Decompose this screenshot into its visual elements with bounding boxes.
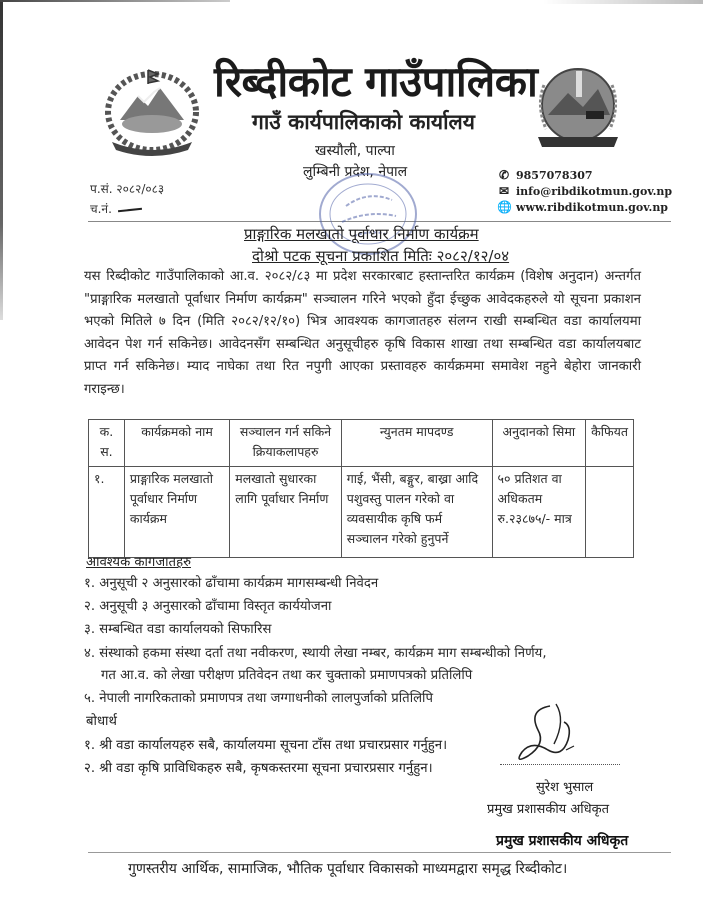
bodharth-item: १. श्री वडा कार्यालयहरु सबै, कार्यालयमा सूचना टाँस तथा प्रचारप्रसार गर्नुहुन।: [84, 738, 448, 753]
office-subtitle: गाउँ कार्यपालिकाको कार्यालय: [252, 110, 475, 134]
requirement-item: १. अनुसूची २ अनुसारको ढाँचामा कार्यक्रम मागसम्बन्धी निवेदन: [84, 576, 379, 591]
table-row: [89, 467, 634, 558]
scan-edge-top-right: [543, 0, 703, 4]
cell-program-name: प्राङ्गारिक मलखातो पूर्वाधार निर्माण कार्यक्रम: [124, 467, 229, 558]
ps-value: २०८२/०८३: [116, 182, 165, 196]
notice-body: यस रिब्दीकोट गाउँपालिकाको आ.व. २०८२/८३ मा प्रदेश सरकारबाट हस्तान्तरित कार्यक्रम (विशेष अनुदान) अन्तर्गत "प्राङ्गारिक मलखातो पूर्वाधार निर्माण कार्यक्रम" सञ्चालन गरिने भएको हुँदा ईच्छुक आवेदकहरुले यो सूचना प्रकाशन भएको मितिले ७ दिन (मिति २०८२/१२/१०) भित्र आवश्यक कागजातहरु संलग्न राखी सम्बन्धित वडा कार्यालयमा आवेदन पेश गर्न सकिनेछ। आवेदनसँग सम्बन्धित अनुसूचीहरु कृषि विकास शाखा तथा सम्बन्धित वडा कार्यालयबाट प्राप्त गर्न सकिनेछ। म्याद नाघेका तथा रित नपुगी आएका प्रस्तावहरु कार्यक्रममा समावेश नहुने बेहोरा जानकारी गराइन्छ।: [84, 269, 641, 397]
phone-icon: ✆: [498, 168, 510, 182]
notice-subheading: दोश्रो पटक सूचना प्रकाशित मितिः २०८२/१२/०४: [252, 247, 510, 265]
scan-edge-left: [0, 0, 3, 320]
cn-dash: [118, 207, 142, 211]
signature-line: [500, 764, 620, 765]
cell-sn: १.: [89, 467, 125, 558]
globe-icon: 🌐: [497, 200, 512, 214]
col-header-remarks: कैफियत: [586, 420, 634, 467]
office-stamp-icon: [316, 170, 420, 258]
requirement-item: २. अनुसूची ३ अनुसारको ढाँचामा विस्तृत कार्ययोजना: [84, 599, 332, 614]
bodharth-title: बोधार्थ: [86, 714, 117, 729]
requirements-title: आवश्यक कागजातहरु: [86, 555, 191, 570]
notice-heading: प्राङ्गारिक मलखातो पूर्वाधार निर्माण कार्यक्रम: [244, 225, 479, 243]
cn-label: च.नं.: [90, 202, 112, 216]
col-header-sn: क. स.: [89, 420, 125, 467]
footer-divider: [88, 852, 671, 853]
col-header-program-name: कार्यक्रमको नाम: [124, 420, 229, 467]
contact-phone: [497, 168, 593, 182]
program-table: [88, 419, 634, 558]
website-text[interactable]: www.ribdikotmun.gov.np: [516, 200, 669, 214]
requirement-item: ५. नेपाली नागरिकताको प्रमाणपत्र तथा जग्गाधनीको लालपुर्जाको प्रतिलिपि: [84, 691, 433, 706]
municipality-logo-icon: [528, 55, 628, 155]
cell-remarks: [586, 467, 634, 558]
email-text[interactable]: info@ribdikotmun.gov.np: [516, 184, 673, 198]
ps-label: प.सं.: [90, 182, 113, 196]
address-line-2: लुम्बिनी प्रदेश, नेपाल: [303, 164, 408, 180]
col-header-grant-limit: अनुदानको सिमा: [492, 420, 586, 467]
requirement-item: ४. संस्थाको हकमा संस्था दर्ता तथा नवीकरण, स्थायी लेखा नम्बर, कार्यक्रम माग सम्बन्धीको निर्णय,: [84, 646, 547, 661]
requirement-item-continuation: गत आ.व. को लेखा परीक्षण प्रतिवेदन तथा कर चुक्ताको प्रमाणपत्रको प्रतिलिपि: [101, 668, 473, 683]
address-line-1: खस्यौली, पाल्पा: [315, 143, 395, 159]
bodharth-item: २. श्री वडा कृषि प्राविधिकहरु सबै, कृषकस्तरमा सूचना प्रचारप्रसार गर्नुहुन।: [84, 761, 433, 776]
contact-website[interactable]: [497, 200, 668, 214]
table-header-row: [89, 420, 634, 467]
col-header-criteria: न्युनतम मापदण्ड: [341, 420, 492, 467]
signer-designation: प्रमुख प्रशासकीय अधिकृत: [487, 802, 610, 817]
patra-sankhya: [90, 180, 164, 197]
signer-name: सुरेश भुसाल: [536, 780, 594, 795]
nepal-emblem-icon: [98, 62, 206, 156]
contact-email[interactable]: [497, 184, 672, 198]
email-icon: ✉: [498, 184, 510, 198]
chalani-number: [90, 200, 142, 217]
col-header-activities: सञ्चालन गर्न सकिने क्रियाकलापहरु: [230, 420, 342, 467]
requirement-item: ३. सम्बन्धित वडा कार्यालयको सिफारिस: [84, 622, 272, 637]
designation-seal: प्रमुख प्रशासकीय अधिकृत: [496, 833, 629, 849]
municipality-title: रिब्दीकोट गाउँपालिका: [214, 57, 538, 106]
cell-grant-limit: ५० प्रतिशत वा अधिकतम रु.२३८७५/- मात्र: [492, 467, 586, 558]
scan-edge-top: [0, 0, 230, 2]
phone-text: 9857078307: [516, 168, 593, 182]
signature-icon: [508, 700, 584, 770]
cell-criteria: गाई, भैंसी, बङ्गुर, बाख्रा आदि पशुवस्तु पालन गरेको वा व्यवसायीक कृषि फर्म सञ्चालन गरेको हुनुपर्ने: [341, 467, 492, 558]
cell-activities: मलखातो सुधारका लागि पूर्वाधार निर्माण: [230, 467, 342, 558]
footer-motto: गुणस्तरीय आर्थिक, सामाजिक, भौतिक पूर्वाधार विकासको माध्यमद्वारा समृद्ध रिब्दीकोट।: [128, 861, 568, 877]
